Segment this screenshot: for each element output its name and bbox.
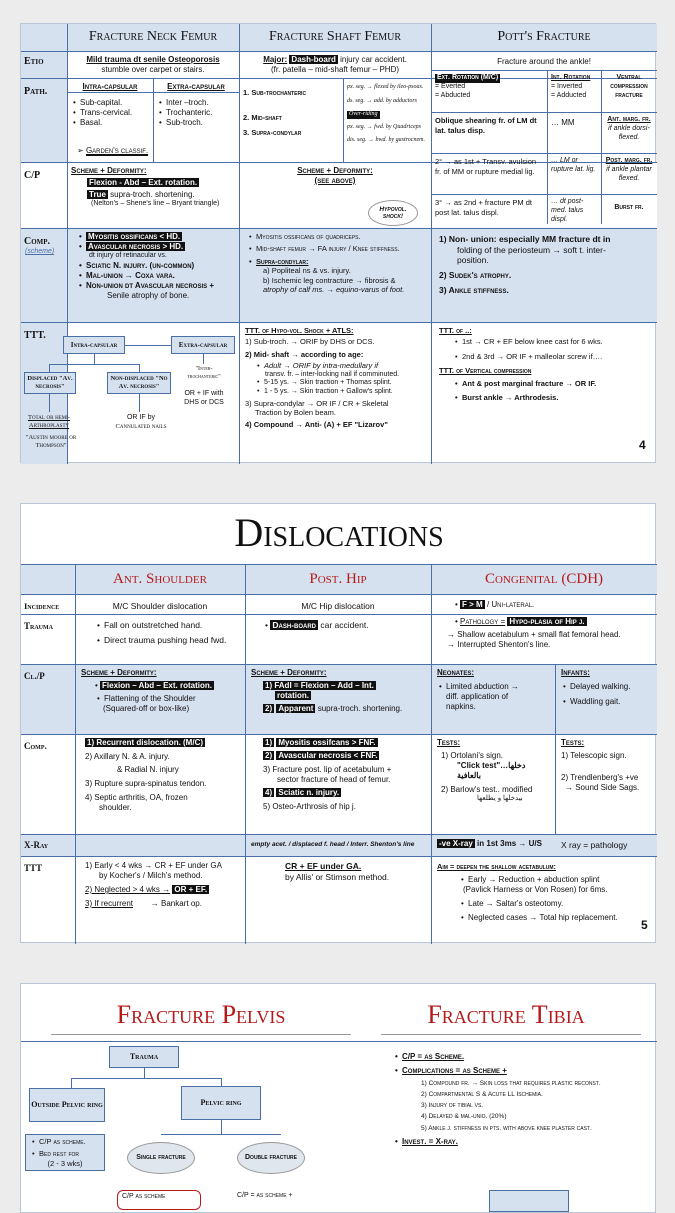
etio-neck-line1: Mild trauma dt senile Osteoporosis xyxy=(86,55,220,64)
row-label-clp: Cl./P xyxy=(24,671,45,681)
tests-neo-2: 2) Barlow's test.. modified xyxy=(441,785,533,794)
comp-hip-2n: 2) xyxy=(265,751,273,760)
ttt-inter-troch: "Inter-trochanteric" xyxy=(187,366,221,380)
etio-shaft xyxy=(239,53,431,77)
col-head-shoulder: Ant. Shoulder xyxy=(113,571,207,587)
cp-shaft xyxy=(239,164,431,188)
ttt-shaft-3b: Traction by Bolen beam. xyxy=(255,408,337,418)
ttt-sh-1: 1) Early < 4 wks → CR + EF under GA xyxy=(85,861,222,870)
comp-hip-5: 5) Osteo-Arthrosis of hip j. xyxy=(263,802,356,811)
tests-inf-2: 2) Trendlenberg's +ve xyxy=(561,773,639,782)
potts-r1-ant-head: Ant. marg. fr. xyxy=(607,116,651,123)
ttt-shaft xyxy=(241,324,431,431)
shaft-disp-1: px. seg. → flexed by ileo-psoas. xyxy=(347,84,424,90)
ttt-displaced-box: Displaced "Av. necrosis" xyxy=(24,372,76,394)
cp-neck-deformity: Flexion - Abd – Ext. rotation. xyxy=(89,178,198,187)
double-fracture-cloud: Double fracture xyxy=(237,1142,305,1174)
comp-sh-4: 4) Septic arthritis, OA, frozen xyxy=(85,793,188,802)
ttt-potts-3: • Ant & post marginal fracture → OR IF. xyxy=(453,379,653,388)
potts-int-head: Int. Rotation xyxy=(551,74,591,81)
potts-ext-head: Ext. Rotation (M/C) xyxy=(437,74,499,81)
comp-neck-1 xyxy=(77,232,235,242)
potts-ext xyxy=(431,72,547,102)
etio-shaft-major: Major: xyxy=(263,55,288,64)
cdh-hypoplasia: Hypo-plasia of Hip j. xyxy=(509,617,585,626)
row-label-incidence: Incidence xyxy=(24,601,60,611)
ttt-cdh-1b: (Pavlick Harness or Von Rosen) for 6ms. xyxy=(463,885,608,895)
potts-ext-1: = Everted xyxy=(435,82,466,90)
page-pelvis-tibia xyxy=(20,983,656,1213)
tests-inf-2b: → Sound Side Sags. xyxy=(565,783,640,792)
outside-list xyxy=(25,1134,105,1171)
bullet-icon: • xyxy=(265,620,271,630)
ttt-shaft-2c: • 5-15 ys. → Skin traction + Thomas splint. xyxy=(255,379,427,388)
row-label-path: Path. xyxy=(24,86,48,97)
ttt-sh-1b: by Kocher's / Milch's method. xyxy=(99,871,203,880)
comp-potts-1b: folding of the periosteum → soft t. inter- xyxy=(457,244,606,255)
tibia-comp-3: 3) Injury of tibial vs. xyxy=(421,1102,484,1110)
row-label-comp: Comp. xyxy=(24,741,47,751)
ttt-cannulated: Cannulated nails xyxy=(115,423,167,430)
inc-hip: M/C Hip dislocation xyxy=(301,601,375,611)
ttt-cdh-aim: Aim = deepen the shallow acetabulum: xyxy=(437,862,557,871)
page-dislocations xyxy=(20,503,656,943)
tibia-comp: • Complications = as Scheme + xyxy=(393,1066,653,1076)
tests-neo-2b: بيدخلها و يطلعها xyxy=(477,795,523,802)
comp-potts-2: 2) Sudek's atrophy. xyxy=(439,269,512,280)
path-extra-3: • Sub-troch. xyxy=(157,118,235,128)
shaft-disp-3: Over-riding xyxy=(349,111,378,117)
ttt-orif-by: OR IF by xyxy=(126,414,155,421)
ttt-sh-2b: OR + EF. xyxy=(174,885,208,894)
cp-neck-shortening: supra-troch. shortening. xyxy=(110,190,195,199)
pelvic-ring-box: Pelvic ring xyxy=(181,1086,261,1120)
cdh-path-2: → Interrupted Shenton's line. xyxy=(447,640,551,649)
clp-inf-head: Infants: xyxy=(561,668,590,677)
path-extra-list xyxy=(153,96,239,130)
comp-hip-3: 3) Fracture post. lip of acetabulum + xyxy=(263,765,392,774)
etio-shaft-injury: injury car accident. xyxy=(340,55,407,64)
ttt-potts xyxy=(435,324,657,404)
inc-cdh xyxy=(451,598,657,612)
comp-hip-3b: sector fracture of head of femur. xyxy=(277,775,391,784)
potts-row1 xyxy=(431,114,547,137)
col-head-hip: Post. Hip xyxy=(309,571,367,587)
potts-r2-lm: … LM or rupture lat. lig. xyxy=(551,157,596,173)
row-label-ttt: TTT xyxy=(24,863,43,873)
ttt-shaft-1: 1) Sub-troch. → ORIF by DHS or DCS. xyxy=(245,337,375,347)
ttt-shaft-head: TTT. of Hypo-vol. Shock + ATLS: xyxy=(245,326,354,335)
tibia-comp-4: 4) Delayed & mal-unio. (20%) xyxy=(421,1113,507,1121)
potts-r1-text: Oblique shearing fr. of LM dt lat. talus disp. xyxy=(435,116,537,135)
comp-potts-1: 1) Non- union: especially MM fracture dt in xyxy=(439,234,611,244)
trauma-hip-dashboard: Dash-board xyxy=(272,620,316,630)
potts-ventral: Ventral compression fracture xyxy=(610,74,648,99)
potts-r2: 2° → as 1st + Transv. avulsion fr. of MM or rupture medial lig. xyxy=(435,157,537,176)
xray-us: in 1st 3ms → U/S xyxy=(477,839,542,848)
tibia-comp-2: 2) Compartmental S & Acute LL Ischemia. xyxy=(421,1091,543,1099)
row-label-trauma: Trauma xyxy=(24,621,53,631)
ttt-intra-box: Intra-capsular xyxy=(63,336,125,354)
outside-pelvic-box: Outside Pelvic ring xyxy=(29,1088,105,1122)
clp-neo-2: diff. application of xyxy=(446,692,509,701)
comp-shaft-3b: b) Ischemic leg contracture → fibrosis & xyxy=(263,275,396,285)
path-extra-1: • Inter –troch. xyxy=(157,98,235,108)
cp-neck-true: True xyxy=(89,190,106,199)
tibia-invest: • Invest. = X-ray. xyxy=(393,1137,653,1147)
double-cp: C/P = as scheme + xyxy=(237,1192,293,1199)
clp-sh-deformity: Flexion – Abd – Ext. rotation. xyxy=(102,681,212,690)
comp-shaft-2: • Mid-shaft femur → FA injury / Knee stiffness. xyxy=(247,244,427,253)
trauma-sh-2: • Direct trauma pushing head fwd. xyxy=(95,635,241,646)
path-extra-2: • Trochanteric. xyxy=(157,108,235,118)
ttt-shaft-2a: • Adult → ORIF by intra-medullary if xyxy=(255,361,427,370)
cp-neck-lines: (Nelton's – Shene's line – Bryant triangle) xyxy=(91,200,220,207)
potts-r3-burst: Burst fr. xyxy=(614,204,644,211)
clp-inf-1: • Delayed walking. xyxy=(561,682,653,692)
col-head-cdh: Congenital (CDH) xyxy=(484,571,604,587)
clp-hip-shortening: supra-troch. shortening. xyxy=(317,704,403,713)
tests-neo-head: Tests: xyxy=(437,738,461,747)
clp-hip-apparent: Apparent xyxy=(278,704,314,713)
page-number: 4 xyxy=(639,438,646,452)
ttt-sh-3: 3) If recurrent xyxy=(85,899,134,908)
comp-potts-3: 3) Ankle stiffness. xyxy=(439,284,509,295)
shaft-disp-5: dis. seg. → bwd. by gastrocnem. xyxy=(347,137,425,143)
comp-neck-2b: dt injury of retinacular vs. xyxy=(89,252,167,259)
ttt-cdh xyxy=(437,860,657,925)
clp-infants xyxy=(557,666,657,709)
shock-cloud: Hypovol. shock! xyxy=(368,200,418,226)
bullet-icon: • xyxy=(95,681,101,690)
title-tibia: Fracture Tibia xyxy=(427,1000,585,1029)
path-garden xyxy=(73,144,183,158)
xray-neg: -ve X-ray xyxy=(439,839,473,848)
ttt-sh-3b: → Bankart op. xyxy=(150,899,202,908)
etio-neck-line2: stumble over carpet or stairs. xyxy=(101,65,205,74)
path-shaft-levels xyxy=(239,86,343,139)
potts-int-2: = Adducted xyxy=(551,91,587,99)
etio-potts: Fracture around the ankle! xyxy=(497,57,591,66)
ttt-shaft-2: 2) Mid- shaft → according to age: xyxy=(245,349,364,359)
ttt-potts-vc: TTT. of Vertical compression xyxy=(439,366,532,376)
shaft-disp-2: ds. seg. → add. by adductors xyxy=(347,97,417,104)
clp-inf-2: • Waddling gait. xyxy=(561,697,653,707)
bullet-icon: • xyxy=(455,600,461,609)
single-cp: C/P as scheme xyxy=(117,1190,201,1210)
path-intra-head: Intra-capsular xyxy=(82,82,138,91)
col-head-neck-femur: Fracture Neck Femur xyxy=(88,29,218,44)
comp-hip-1n: 1) xyxy=(265,738,273,747)
row-label-cp: C/P xyxy=(24,170,41,181)
trauma-sh-1: • Fall on outstretched hand. xyxy=(95,620,241,631)
comp-neck xyxy=(73,230,239,303)
ttt-hip-2: by Allis' or Stimson method. xyxy=(285,871,390,882)
trauma-box: Trauma xyxy=(109,1046,179,1068)
path-intra-3: • Basal. xyxy=(71,118,149,128)
ttt-potts-2: • 2nd & 3rd → OR IF + malleolar screw if…. xyxy=(453,352,653,361)
comp-sh-2b: & Radial N. injury xyxy=(117,765,179,774)
xray-inf: X ray = pathology xyxy=(561,840,628,850)
comp-tests-inf xyxy=(557,736,657,795)
comp-shaft xyxy=(243,230,431,296)
etio-shaft-note: (fr. patella – mid-shaft femur – PHD) xyxy=(270,65,400,74)
ttt-shaft-2b: transv. fr. – inter-locking nail if comminuted. xyxy=(265,370,400,378)
inc-shoulder: M/C Shoulder dislocation xyxy=(112,601,208,611)
clp-sh-2: • Flattening of the Shoulder xyxy=(95,694,241,704)
xray-neo xyxy=(433,837,555,851)
shaft-level-1: 1. Sub-trochanteric xyxy=(243,88,307,97)
comp-neck-2-text: Avascular necrosis > HD. xyxy=(88,242,184,251)
page-number: 5 xyxy=(641,918,648,932)
comp-sh-4b: shoulder. xyxy=(99,803,132,812)
path-intra-2: • Trans-cervical. xyxy=(71,108,149,118)
clp-neonates xyxy=(433,666,555,714)
clp-hip xyxy=(247,666,431,716)
comp-sh-2: 2) Axillary N. & A. injury. xyxy=(85,752,170,761)
trauma-hip xyxy=(261,618,431,633)
tibia-comp-5: 5) Ankle j. stiffness in pts. with above knee plaster cast. xyxy=(421,1124,592,1132)
potts-r1-ant-note: if ankle dorsi-flexed. xyxy=(608,124,650,141)
comp-shaft-3a: a) Popliteal ns & vs. injury. xyxy=(263,266,351,276)
clp-shoulder xyxy=(77,666,245,716)
ttt-potts-1: • 1st → CR + EF below knee cast for 6 wks. xyxy=(453,337,653,346)
tibia-comp-1: 1) Compound fr. → Skin loss that requires plastic reconst. xyxy=(421,1080,601,1087)
trauma-shoulder xyxy=(91,618,245,647)
path-garden-text: Garden's classif. xyxy=(85,146,149,155)
potts-int xyxy=(547,72,601,102)
ttt-orif-dhs: OR + IF with DHS or DCS xyxy=(184,390,224,406)
potts-r2-post-note: if ankle plantar flexed. xyxy=(606,165,652,182)
cp-neck xyxy=(67,164,239,211)
comp-shaft-3c: atrophy of calf ms. → equino-varus of foot. xyxy=(263,284,405,294)
etio-shaft-dashboard: Dash-board xyxy=(291,55,336,64)
potts-r1-mm: … MM xyxy=(551,118,575,127)
ttt-cdh-2: • Late → Saltar's osteotomy. xyxy=(459,899,653,909)
row-label-xray: X-Ray xyxy=(24,840,49,850)
trauma-hip-text: car accident. xyxy=(320,620,369,630)
path-extra-head: Extra-capsular xyxy=(167,82,225,91)
inc-cdh-side: / Uni-lateral. xyxy=(486,600,535,609)
tests-inf-1: 1) Telescopic sign. xyxy=(561,751,627,760)
outside-2: • Bed rest for xyxy=(30,1149,100,1158)
comp-neck-1-text: Myositis ossificans < HD. xyxy=(88,232,181,241)
single-fracture-cloud: Single fracture xyxy=(127,1142,195,1174)
path-intra-list xyxy=(67,96,153,130)
comp-tests-neo xyxy=(433,736,555,806)
ttt-arthroplasty: Total or hemi-Arthroplasty xyxy=(27,414,71,430)
shaft-level-3: 3. Supra-condylar xyxy=(243,127,302,137)
comp-shaft-3: • Supra-condylar: xyxy=(247,257,427,266)
comp-hip-2: Avascular necrosis < FNF. xyxy=(278,751,378,760)
potts-r3: 3° → as 2nd + fracture PM dt post lat. talus displ. xyxy=(435,198,533,217)
etio-neck xyxy=(67,53,239,77)
tibia-cp: • C/P = as Scheme. xyxy=(393,1052,653,1062)
ttt-shoulder xyxy=(81,859,245,911)
xray-hip: empty acet. / displaced f. head / Interr. Shenton's line xyxy=(251,841,415,848)
comp-sh-3: 3) Rupture supra-spinatus tendon. xyxy=(85,779,207,788)
outside-3: (2 - 3 wks) xyxy=(47,1158,83,1168)
bullet-icon: • xyxy=(455,617,461,626)
ttt-hip xyxy=(281,859,431,884)
potts-ext-2: = Abducted xyxy=(435,91,471,99)
potts-r3-dt: … dt post-med. talus displ. xyxy=(551,198,584,223)
potts-int-1: = Inverted xyxy=(551,82,583,90)
potts-r2-post xyxy=(601,155,657,185)
clp-sh-head: Scheme + Deformity: xyxy=(81,668,157,677)
comp-neck-5b: Senile atrophy of bone. xyxy=(107,290,190,300)
ttt-potts-head: TTT. of ..: xyxy=(439,326,472,335)
ttt-shaft-3: 3) Supra-condylar → OR IF / CR + Skeletal xyxy=(245,398,389,408)
comp-hip-4: Sciatic n. injury. xyxy=(278,788,340,797)
potts-r2-post-head: Post. marg. fr. xyxy=(605,157,653,164)
cdh-path-1: → Shallow acetabulum + small flat femoral head. xyxy=(447,630,621,639)
path-intra-1: • Sub-capital. xyxy=(71,98,149,108)
tests-neo-1b: "Click test"…دخلها بالعافية xyxy=(457,761,526,780)
ttt-cdh-3: • Neglected cases → Total hip replacement. xyxy=(459,913,653,923)
row-label-comp: Comp. xyxy=(24,236,51,247)
col-head-potts: Pott's Fracture xyxy=(497,29,591,44)
clp-neo-3: napkins. xyxy=(446,702,476,711)
potts-r1-ant xyxy=(601,114,657,144)
tests-inf-head: Tests: xyxy=(561,738,585,747)
tibia-notes xyxy=(389,1050,657,1149)
ttt-shaft-2d: • 1 - 5 ys. → Skin traction + Gallow's splint. xyxy=(255,388,427,397)
row-label-ttt: TTT. xyxy=(24,330,46,341)
page-fracture-femur xyxy=(20,23,656,463)
tests-neo-1: 1) Ortolani's sign. xyxy=(441,751,503,760)
clp-hip-head: Scheme + Deformity: xyxy=(251,668,327,677)
cdh-pathology: Pathology = xyxy=(460,617,506,626)
clp-neo-head: Neonates: xyxy=(437,668,474,677)
title-pelvis: Fracture Pelvis xyxy=(116,1000,286,1029)
comp-potts xyxy=(435,232,657,297)
comp-potts-1c: position. xyxy=(457,255,489,266)
comp-neck-5: • Non-union dt Avascular necrosis + xyxy=(77,281,235,291)
path-shaft-displacement xyxy=(343,82,431,147)
shaft-level-2: 2. Mid-shaft xyxy=(243,113,282,123)
comp-hip-1: Myositis ossifcans > FNF. xyxy=(278,738,376,747)
ttt-nondisplaced-box: Non-displaced "No Av. necrosis" xyxy=(107,372,171,394)
clp-sh-3: (Squared-off or box-like) xyxy=(103,704,190,713)
page-title: Dislocations xyxy=(234,510,444,555)
outside-1: • C/P as scheme. xyxy=(30,1137,100,1146)
cp-shaft-head: Scheme + Deformity: xyxy=(297,166,373,175)
comp-shaft-1: • Myositis ossificans of quadriceps. xyxy=(247,232,427,241)
row-label-etio: Etio xyxy=(24,56,44,67)
clp-hip-fadi: 1) FAdI = Flexion – Add – Int. xyxy=(265,681,374,690)
comp-neck-2 xyxy=(77,242,235,252)
cp-neck-head: Scheme + Deformity: xyxy=(71,166,147,175)
inc-cdh-sex: F > M xyxy=(462,600,483,609)
clp-hip-rotation: rotation. xyxy=(277,691,309,700)
ttt-potts-4: • Burst ankle → Arthrodesis. xyxy=(453,393,653,402)
clp-hip-num: 2) xyxy=(265,704,273,713)
clp-neo-1: • Limited abduction → xyxy=(437,682,551,692)
comp-hip-4n: 4) xyxy=(265,788,273,797)
row-label-scheme: (scheme) xyxy=(25,248,55,255)
arrow-icon: ➢ xyxy=(77,146,86,155)
comp-hip xyxy=(259,736,431,814)
shaft-disp-4: px. seg. → fwd. by Quadriceps xyxy=(347,123,421,130)
tibia-bottom-box xyxy=(489,1190,569,1212)
ttt-cdh-1: • Early → Reduction + abduction splint xyxy=(459,875,653,885)
ttt-extra-box: Extra-capsular xyxy=(171,336,235,354)
comp-shoulder xyxy=(81,736,245,815)
comp-sh-1: 1) Recurrent dislocation. (M/C) xyxy=(87,738,204,747)
comp-neck-3: • Sciatic N. injury. (un-common) xyxy=(77,261,235,271)
ttt-shaft-4: 4) Compound → Anti- (A) + EF "Lizarov" xyxy=(245,419,388,429)
ttt-sh-2: 2) Neglected > 4 wks → xyxy=(85,885,171,894)
trauma-cdh xyxy=(447,615,657,652)
cp-shaft-see: (see above) xyxy=(314,176,356,185)
comp-neck-4: • Mal-union → Coxa vara. xyxy=(77,271,235,281)
col-head-shaft-femur: Fracture Shaft Femur xyxy=(268,29,402,44)
ttt-austin: "Austin moore or Thompson" xyxy=(25,434,77,450)
ttt-hip-1: CR + EF under GA. xyxy=(285,861,362,871)
